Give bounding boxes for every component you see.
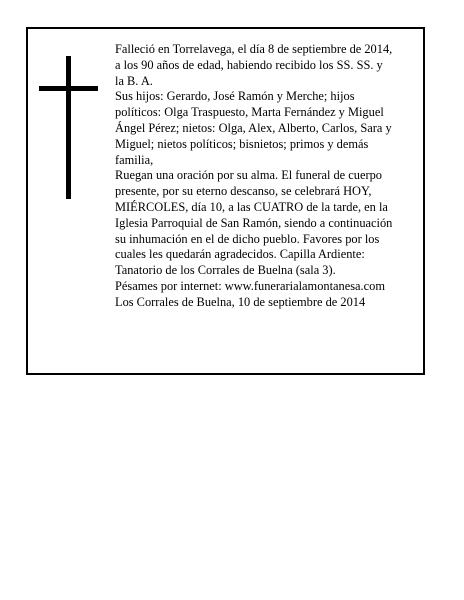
family-paragraph — [115, 89, 425, 168]
text-line: cuales les quedarán agradecidos. Capilla Ardiente: — [115, 247, 365, 262]
text-line: Falleció en Torrelavega, el día 8 de septiembre de 2014, — [115, 42, 393, 56]
text-line: políticos: Olga Traspuesto, Marta Fernández y Miguel — [115, 105, 384, 120]
condolences-website-text: Pésames por internet: www.funerarialamontanesa.com — [115, 278, 385, 293]
cross-horizontal-bar — [39, 86, 98, 91]
text-line: Tanatorio de los Corrales de Buelna (sala 3). — [115, 263, 336, 278]
place-date-text: Los Corrales de Buelna, 10 de septiembre de 2014 — [115, 294, 366, 309]
text-line: familia, — [115, 152, 154, 167]
text-line: Miguel; nietos políticos; bisnietos; primos y demás — [115, 136, 369, 151]
text-line: Iglesia Parroquial de San Ramón, siendo a continuación — [115, 215, 393, 230]
death-announcement-paragraph — [115, 42, 425, 89]
text-line: MIÉRCOLES, día 10, a las CUATRO de la tarde, en la — [115, 199, 388, 214]
notice-text — [115, 42, 425, 311]
latin-cross-icon — [39, 56, 98, 199]
text-line: a los 90 años de edad, habiendo recibido los SS. SS. y — [115, 57, 383, 72]
text-line: la B. A. — [115, 73, 153, 88]
text-line: Sus hijos: Gerardo, José Ramón y Merche; hijos — [115, 89, 355, 104]
condolences-paragraph — [115, 279, 425, 295]
text-line: presente, por su eterno descanso, se celebrará HOY, — [115, 184, 372, 199]
text-line: Ángel Pérez; nietos: Olga, Alex, Alberto, Carlos, Sara y — [115, 120, 392, 135]
cross-vertical-bar — [66, 56, 71, 199]
place-date-paragraph — [115, 295, 425, 311]
obituary-notice — [26, 27, 425, 375]
text-line: Ruegan una oración por su alma. El funeral de cuerpo — [115, 168, 382, 183]
text-line: su inhumación en el de dicho pueblo. Favores por los — [115, 231, 380, 246]
funeral-details-paragraph — [115, 168, 425, 279]
